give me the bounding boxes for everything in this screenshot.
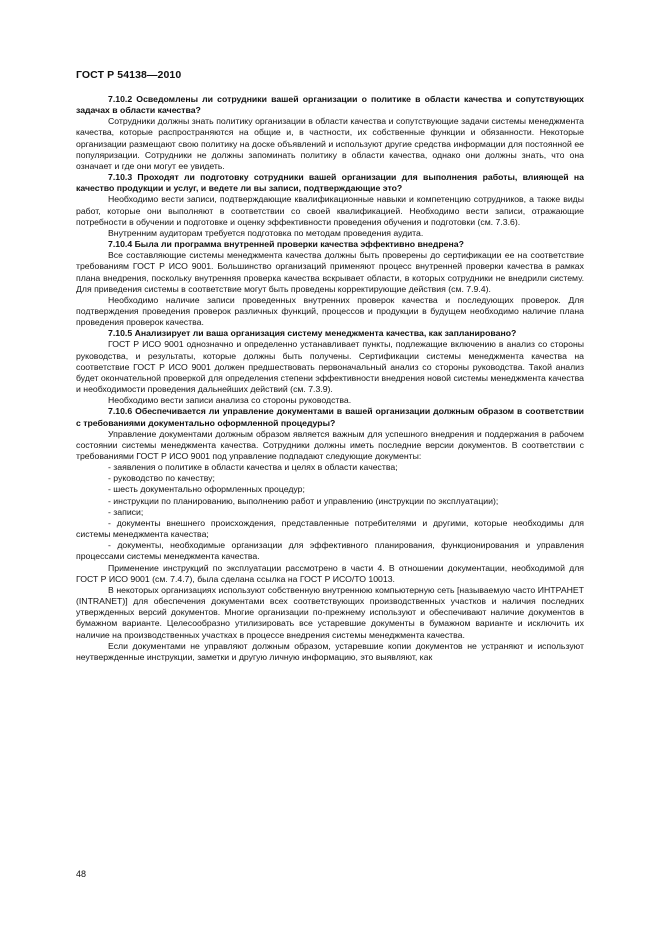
document-header: ГОСТ Р 54138—2010 [76,69,182,81]
document-body [76,94,584,663]
list-item: - документы, необходимые организации для эффективного планирования, функционирования и управления процессами системы менеджмента качества. [76,540,584,562]
section-heading: 7.10.2 Осведомлены ли сотрудники вашей организации о политике в области качества и сопутствующих задачах в области качества? [76,94,584,116]
page-number: 48 [76,869,87,879]
section-heading: 7.10.6 Обеспечивается ли управление документами в вашей организации должным образом в соответствии с требованиями документально оформленной процедуры? [76,406,584,428]
list-item: - документы внешнего происхождения, представленные потребителями и другими, которые необходимы для системы менеджмента качества; [76,517,584,540]
body-paragraph: Необходимо вести записи, подтверждающие квалификационные навыки и компетенцию сотрудников, а также виды работ, которые они выполняют в соответствии со своей квалификацией. Необходимо вести записи, отражающие потребности в обучении и подготовке и оценку эффективности проведения обучения и подготовки (см. 7.3.6). [76,194,584,227]
list-item: - шесть документально оформленных процедур; [108,484,305,495]
body-paragraph: Все составляющие системы менеджмента качества должны быть проверены до сертификации ее на соответствие требованиям ГОСТ Р ИСО 9001. Большинство организаций применяют процесс внутренней проверки качества в рамках плана внедрения, поскольку внутренняя проверка качества вскрывает области, в которых сотрудники не внедрили систему. Для приведения системы в соответствие могут быть проведены корректирующие действия (см. 7.9.4). [76,250,584,294]
body-paragraph: Сотрудники должны знать политику организации в области качества и сопутствующие задачи системы менеджмента качества, которые распространяются на общие и, в частности, их собственные функции и обязанности. Некоторые организации размещают свою политику на доске объявлений и используют другие средства информации для постоянной ее популяризации. Сотрудники не должны запоминать политику в области качества, однако они должны знать, что она означает и где они могут ее увидеть. [76,116,584,171]
list-item: - заявления о политике в области качества и целях в области качества; [108,462,398,473]
section-heading: 7.10.3 Проходят ли подготовку сотрудники вашей организации для выполнения работы, влияющей на качество продукции и услуг, и ведете ли вы записи, подтверждающие это? [76,172,584,194]
body-paragraph: Применение инструкций по эксплуатации рассмотрено в части 4. В отношении документации, необходимой для ГОСТ Р ИСО 9001 (см. 7.4.7), была сделана ссылка на ГОСТ Р ИСО/ТО 10013. [76,562,584,584]
body-paragraph: В некоторых организациях используют собственную внутреннюю компьютерную сеть [называемую часто ИНТРАНЕТ (INTRANET)] для обеспечения документами всех соответствующих производственных участков и наличия последних утвержденных версий документов. Многие организации по-прежнему используют и обеспечивают наличие документов в бумажном варианте. Целесообразно утилизировать все устаревшие документы в бумажном варианте и исключить их наличие на производственных участках в процессе внедрения системы менеджмента качества. [76,584,584,640]
section-heading: 7.10.4 Была ли программа внутренней проверки качества эффективно внедрена? [108,239,464,250]
body-paragraph: Необходимо вести записи анализа со стороны руководства. [108,395,352,406]
body-paragraph: Если документами не управляют должным образом, устаревшие копии документов не устраняют и используют неутвержденные инструкции, заметки и другую личную информацию, это выявляют, как [76,640,584,662]
body-paragraph: Управление документами должным образом является важным для успешного внедрения и поддержания в рабочем состоянии системы менеджмента качества. Сотрудники должны иметь последние версии документов. В соответствии с требованиями ГОСТ Р ИСО 9001 под управление подпадают следующие документы: [76,428,584,461]
body-paragraph: ГОСТ Р ИСО 9001 однозначно и определенно устанавливает пункты, подлежащие включению в анализ со стороны руководства, и результаты, которые должны быть получены. Сертификации системы менеджмента качества на соответствие ГОСТ Р ИСО 9001 должен предшествовать первоначальный анализ со стороны руководства. Такой анализ будет окончательной проверкой для определения степени эффективности внедрения новой системы менеджмента качества и необходимости проведения дальнейших действий (см. 7.3.9). [76,339,584,395]
list-item: - записи; [108,506,144,517]
list-item: - инструкции по планированию, выполнению работ и управлению (инструкции по эксплуатации); [108,495,499,506]
section-heading: 7.10.5 Анализирует ли ваша организация систему менеджмента качества, как запланировано? [108,328,517,339]
list-item: - руководство по качеству; [108,473,215,484]
body-paragraph: Необходимо наличие записи проведенных внутренних проверок качества и последующих проверок. Для подтверждения проведения проверок различных функций, процессов и продукции в будущем необходимо наличие плана проведения проверок качества. [76,294,584,328]
body-paragraph: Внутренним аудиторам требуется подготовка по методам проведения аудита. [108,227,424,238]
